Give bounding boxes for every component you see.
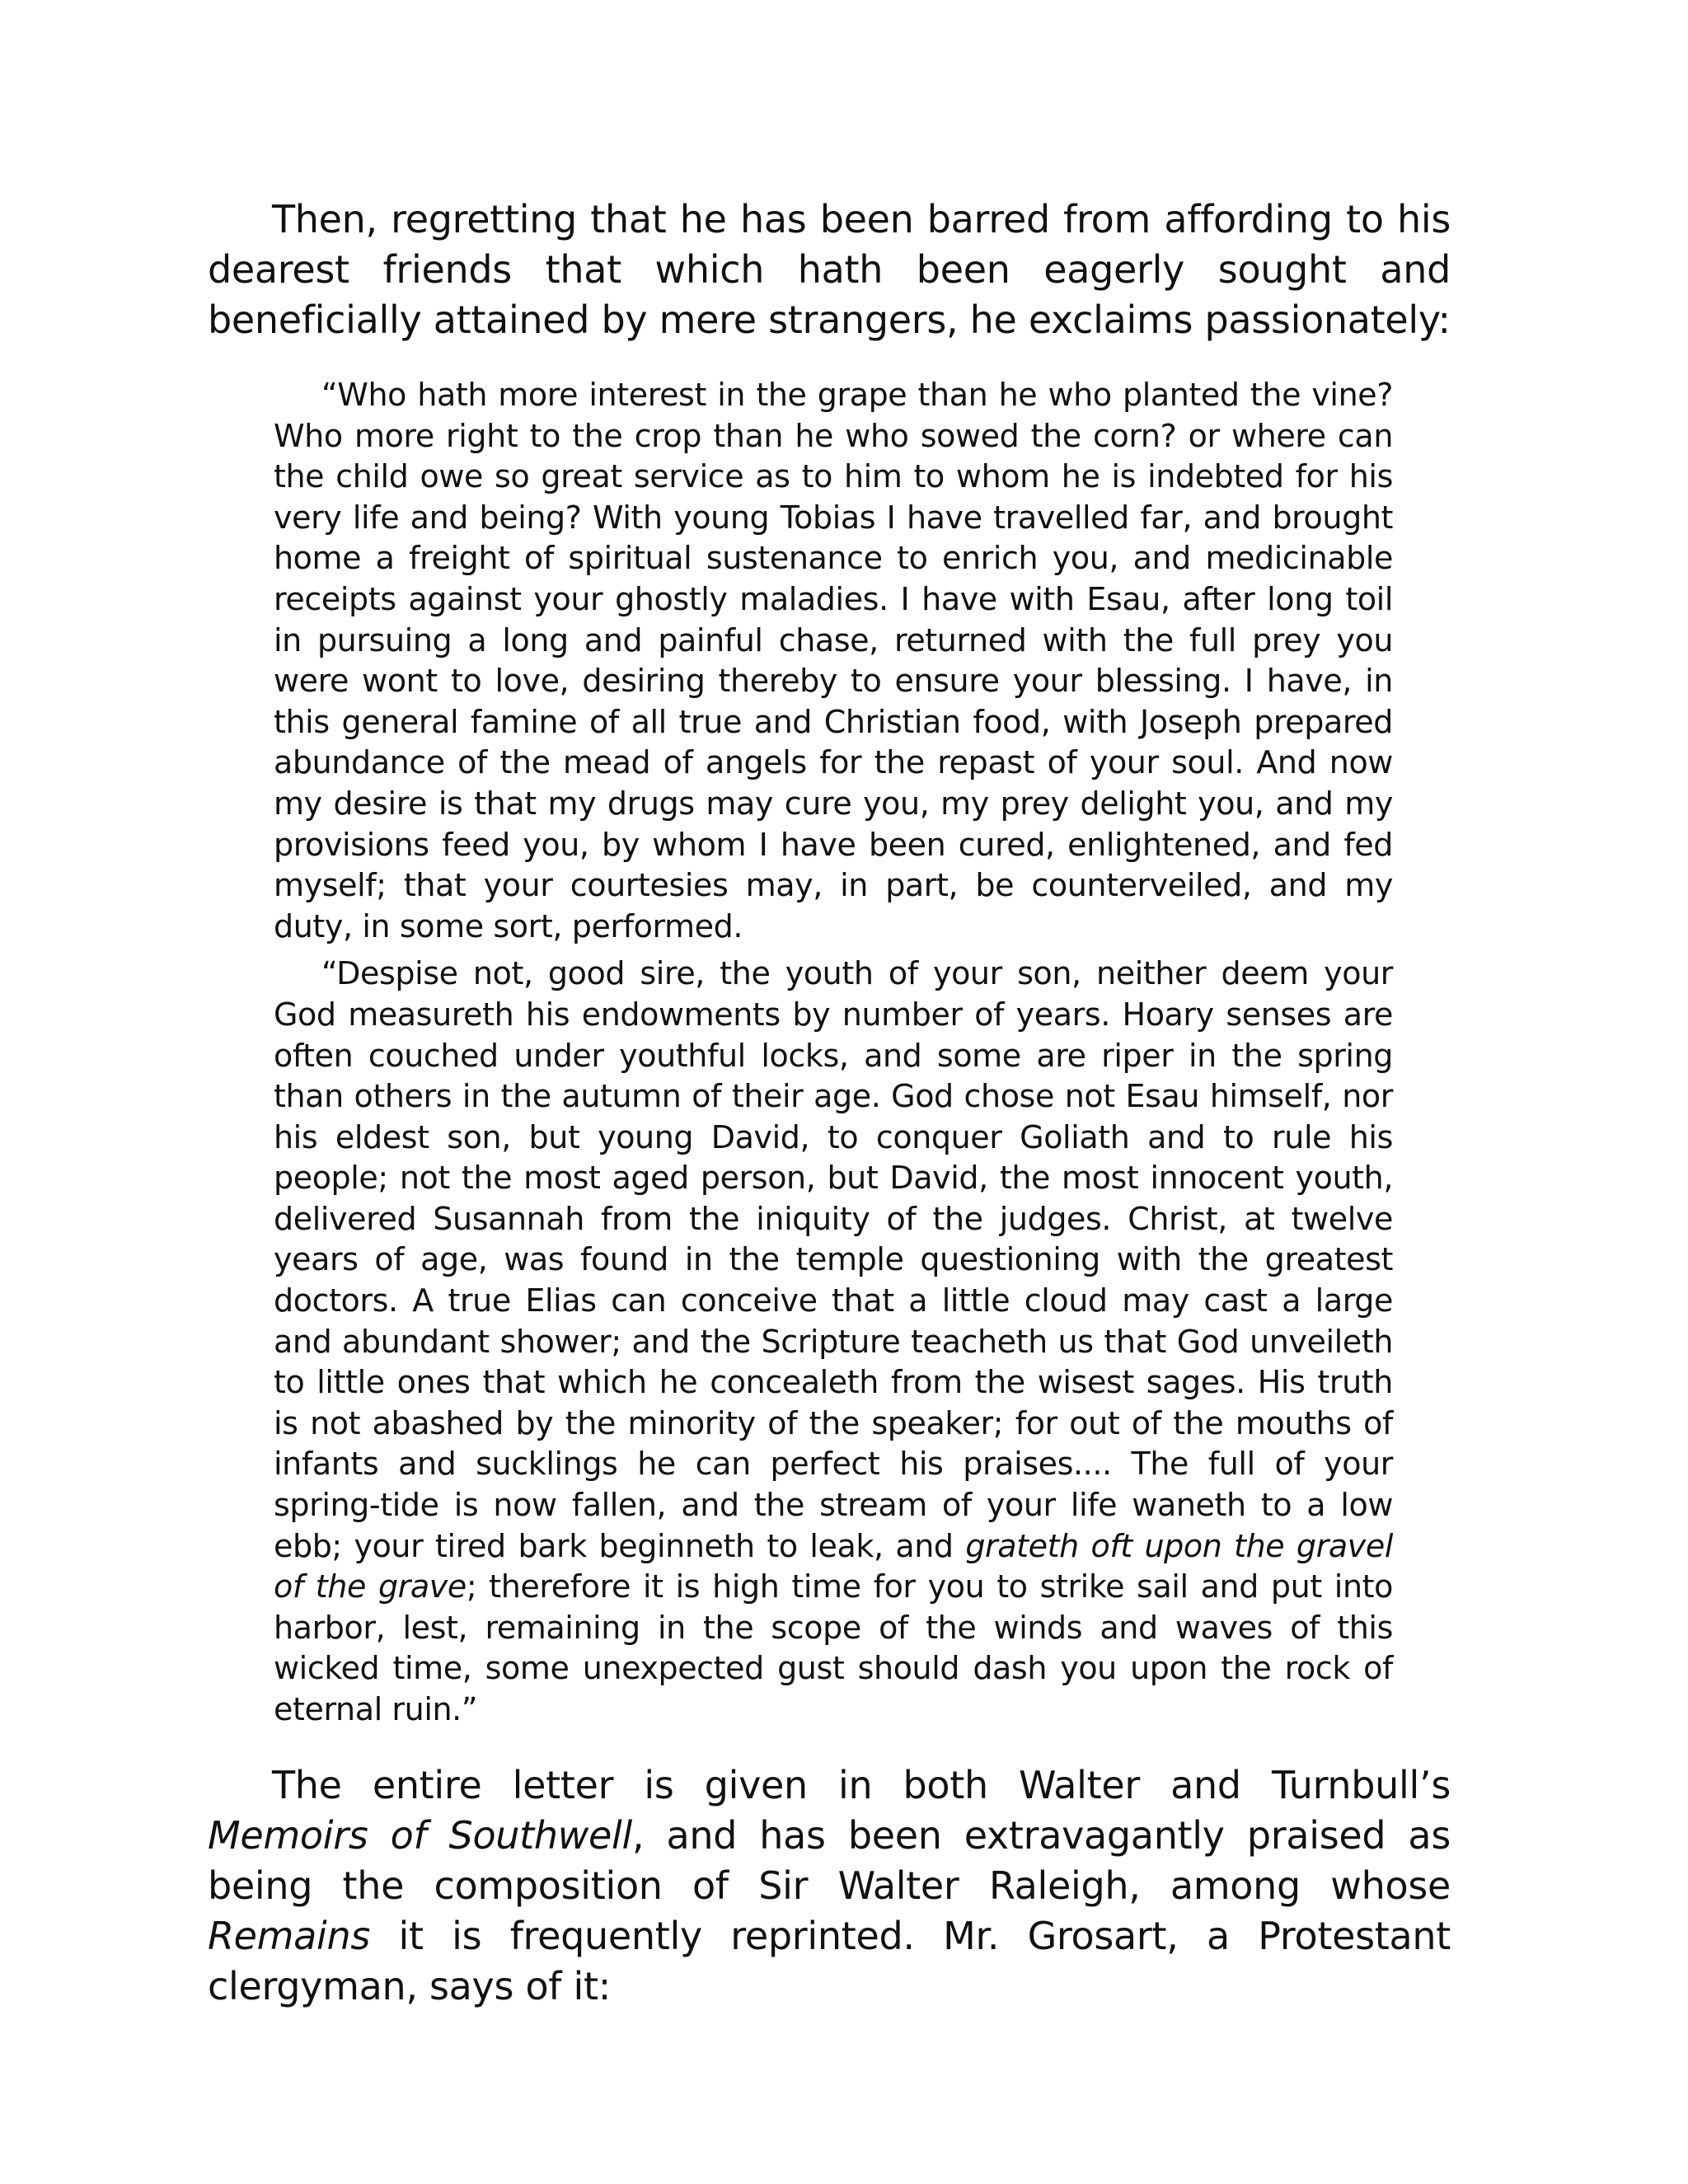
quote-paragraph-1: [274, 375, 1393, 947]
block-quote: [274, 375, 1393, 1731]
closing-paragraph: [208, 1760, 1451, 2012]
intro-text: Then, regretting that he has been barred from affording to his dearest friends that which hath been eagerly sought and beneficially attained by mere strangers, he exclaims passionately:: [208, 197, 1451, 342]
closing-italic-remains: Remains: [208, 1913, 371, 1958]
quote-2-text-b: ; therefore it is high time for you to strike sail and put into harbor, lest, remaining in the scope of the winds and waves of this wicked time, some unexpected gust should dash you upon the rock of eternal ruin.”: [274, 1568, 1393, 1727]
quote-2-italic: grateth oft upon the gravel of the grave: [274, 1527, 1393, 1605]
quote-1-text: “Who hath more interest in the grape than he who planted the vine? Who more right to the crop than he who sowed the corn? or where can the child owe so great service as to him to whom he is indebted for his very life and being? With young Tobias I have travelled far, and brought home a freight of spiritual sustenance to enrich you, and medicinable receipts against your ghostly maladies. I have with Esau, after long toil in pursuing a long and painful chase, returned with the full prey you were wont to love, desiring thereby to ensure your blessing. I have, in this general famine of all true and Christian food, with Joseph prepared abundance of the mead of angels for the repast of your soul. And now my desire is that my drugs may cure you, my prey delight you, and my provisions feed you, by whom I have been cured, enlightened, and fed myself; that your courtesies may, in part, be counterveiled, and my duty, in some sort, performed.: [274, 377, 1393, 944]
intro-paragraph: [208, 194, 1451, 345]
quote-2-text-a: “Despise not, good sire, the youth of your son, neither deem your God measureth his endowments by number of years. Hoary senses are often couched under youthful locks, and some are riper in the spring than others in the autumn of their age. God chose not Esau himself, nor his eldest son, but young David, to conquer Goliath and to rule his people; not the most aged person, but David, the most innocent youth, delivered Susannah from the iniquity of the judges. Christ, at twelve years of age, was found in the temple questioning with the greatest doctors. A true Elias can conceive that a little cloud may cast a large and abundant shower; and the Scripture teacheth us that God unveileth to little ones that which he concealeth from the wisest sages. His truth is not abashed by the minority of the speaker; for out of the mouths of infants and sucklings he can perfect his praises.... The full of your spring-tide is now fallen, and the stream of your life waneth to a low ebb; your tired bark beginneth to leak, and: [274, 955, 1393, 1564]
closing-italic-memoirs: Memoirs of Southwell: [208, 1812, 633, 1858]
closing-text-c: it is frequently reprinted. Mr. Grosart, a Protestant clergyman, says of it:: [208, 1913, 1451, 2008]
closing-text-b: , and has been extravagantly praised as being the composition of Sir Walter Raleigh, among whose: [208, 1812, 1451, 1908]
page-content: [208, 194, 1451, 2012]
quote-paragraph-2: [274, 954, 1393, 1730]
closing-text-a: The entire letter is given in both Walter and Turnbull’s: [272, 1762, 1451, 1807]
